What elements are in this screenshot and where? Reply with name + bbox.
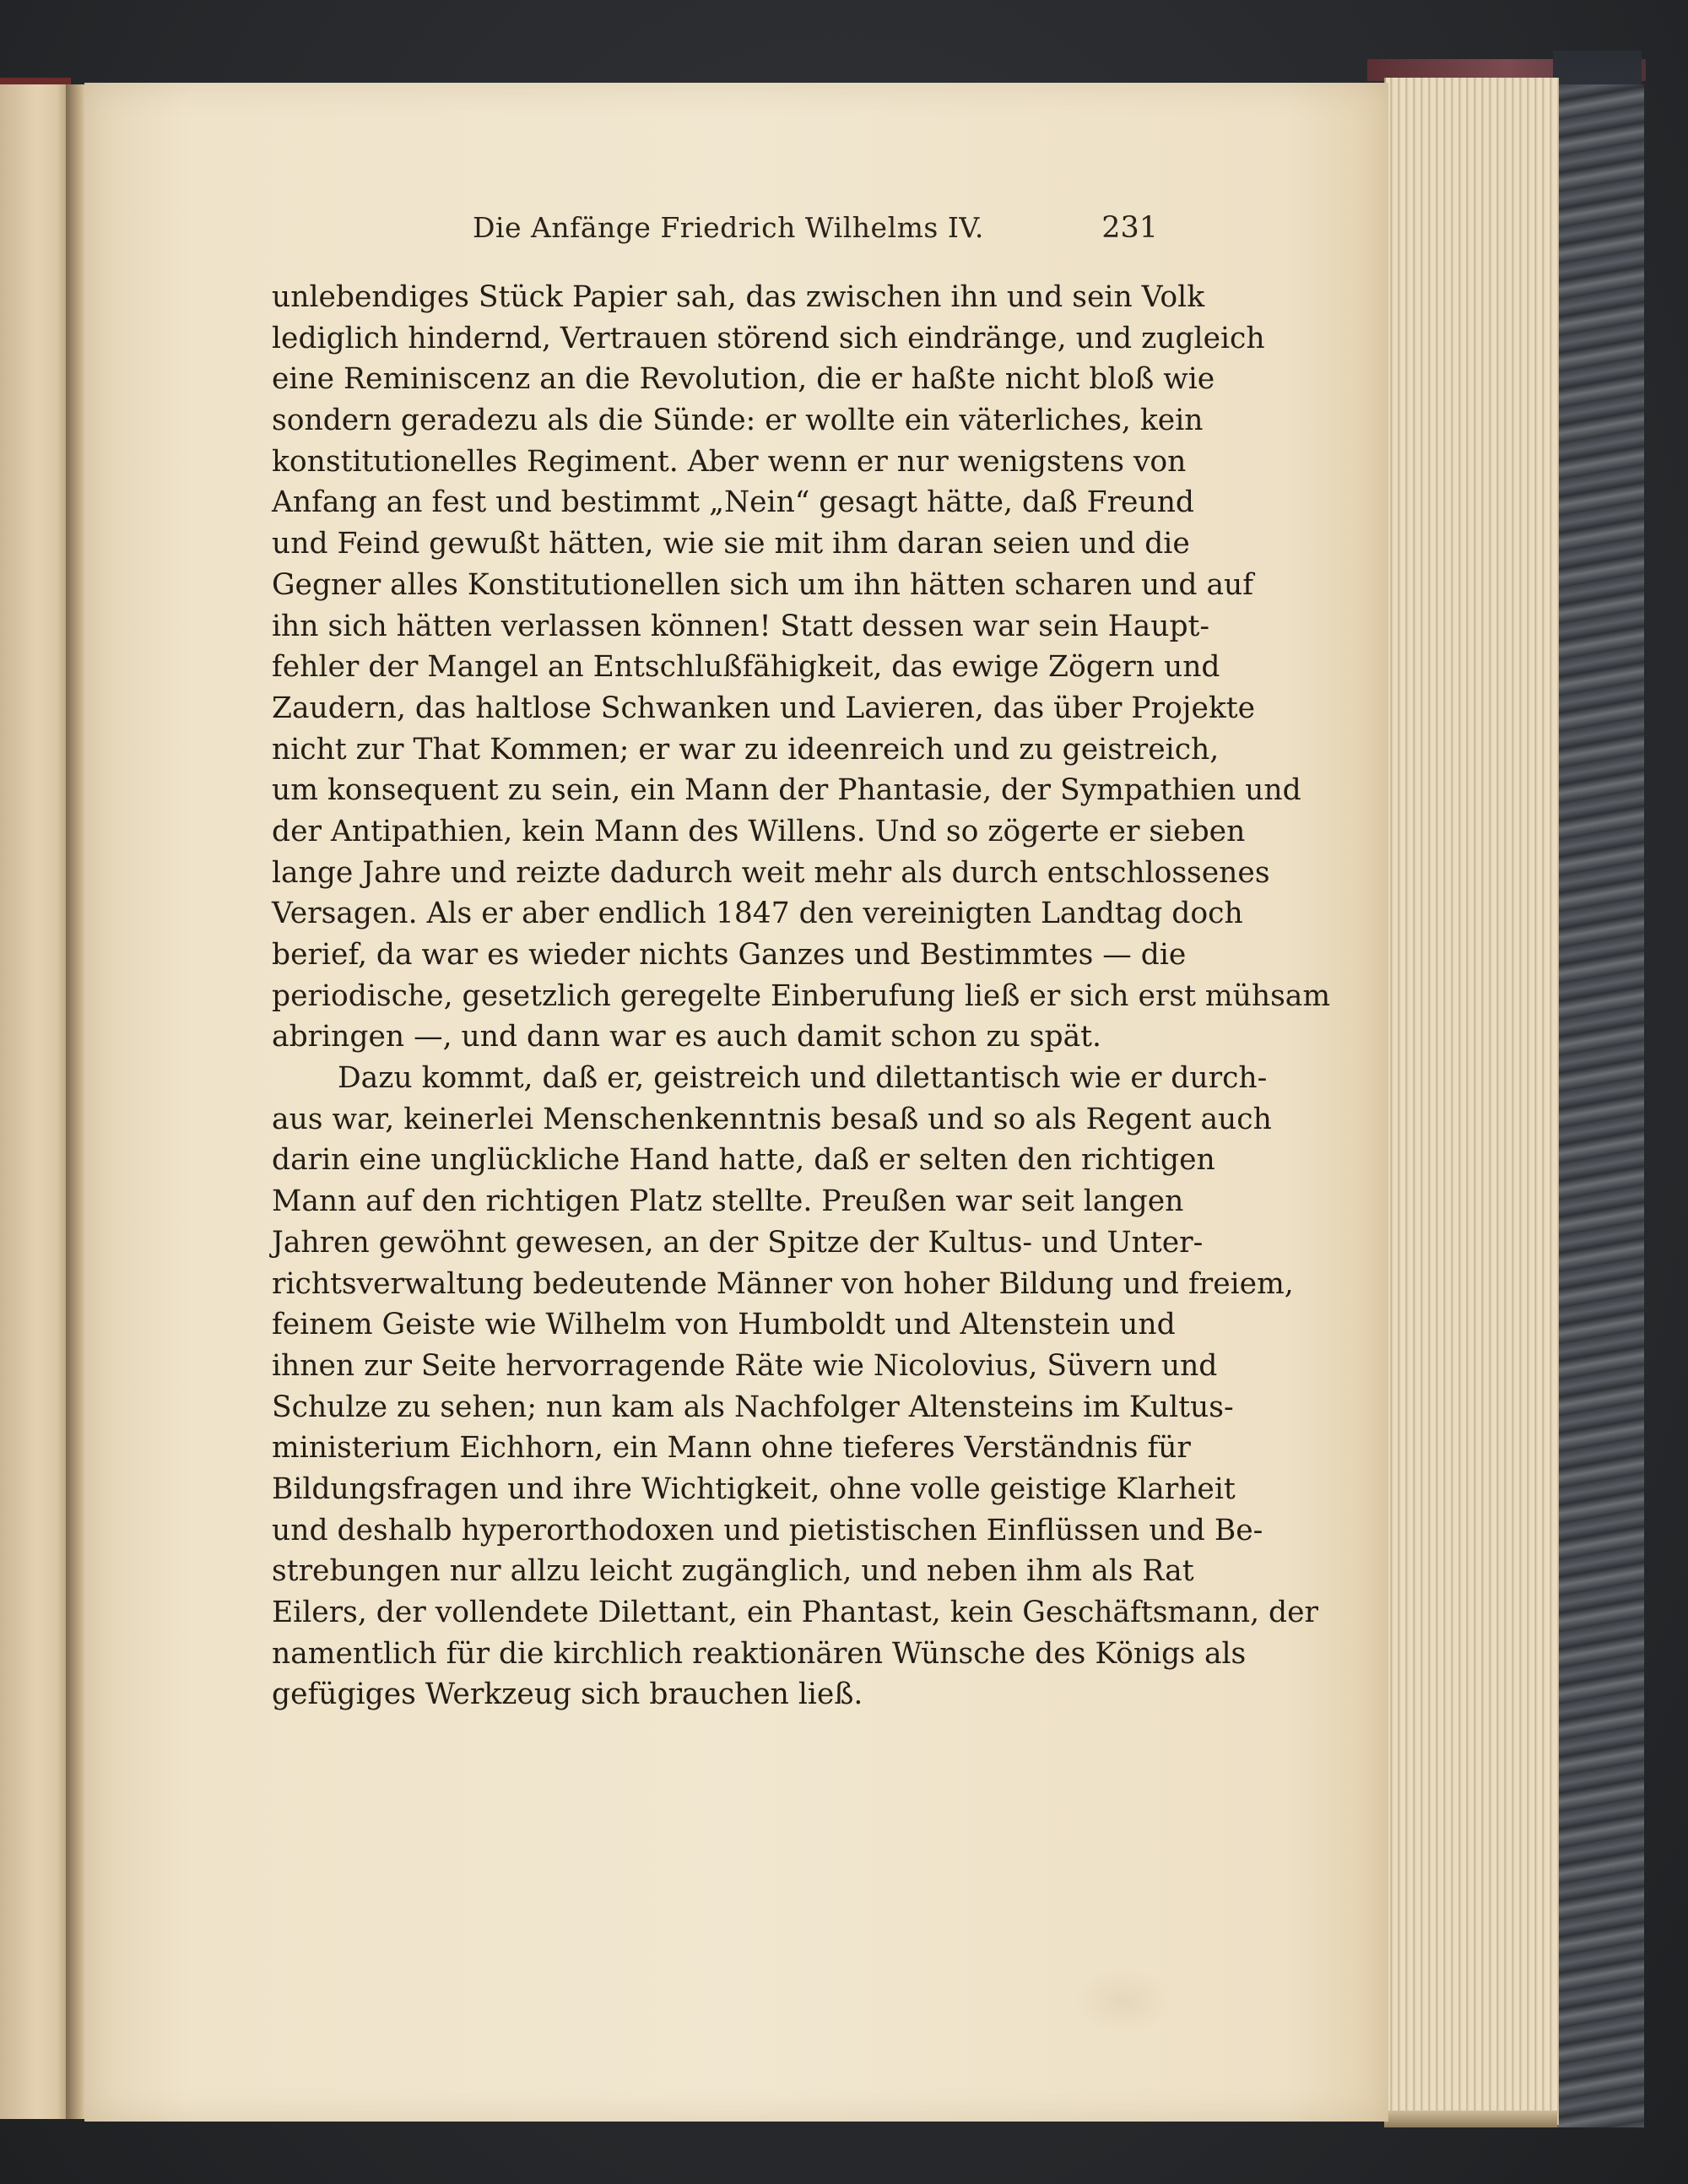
text-line: gefügiges Werkzeug sich brauchen ließ.: [272, 1677, 863, 1712]
text-line: ihnen zur Seite hervorragende Räte wie Nicolovius, Süvern und: [272, 1348, 1218, 1383]
text-line: Eilers, der vollendete Dilettant, ein Phantast, kein Geschäftsmann, der: [272, 1596, 1319, 1629]
text-line: Versagen. Als er aber endlich 1847 den vereinigten Landtag doch: [272, 897, 1243, 931]
text-line: aus war, keinerlei Menschenkenntnis besaß und so als Regent auch: [272, 1102, 1272, 1136]
text-line: unlebendiges Stück Papier sah, das zwischen ihn und sein Volk: [272, 280, 1205, 314]
text-line: ministerium Eichhorn, ein Mann ohne tieferes Verständnis für: [272, 1431, 1191, 1466]
text-line: und deshalb hyperorthodoxen und pietistischen Einflüssen und Be-: [272, 1513, 1263, 1547]
text-line: und Feind gewußt hätten, wie sie mit ihm daran seien und die: [272, 527, 1190, 561]
text-line: darin eine unglückliche Hand hatte, daß er selten den richtigen: [272, 1143, 1215, 1178]
text-line: um konsequent zu sein, ein Mann der Phantasie, der Sympathien und: [272, 773, 1301, 808]
text-line: eine Reminiscenz an die Revolution, die er haßte nicht bloß wie: [272, 362, 1215, 397]
body-text: [272, 277, 1331, 1715]
page-edges-bottom: [1384, 2111, 1557, 2127]
text-line: periodische, gesetzlich geregelte Einberufung ließ er sich erst mühsam: [272, 978, 1331, 1013]
text-line: lange Jahre und reizte dadurch weit mehr als durch entschlossenes: [272, 855, 1270, 890]
text-line: sondern geradezu als die Sünde: er wollte ein väterliches, kein: [272, 404, 1204, 438]
page-number: 231: [1101, 211, 1158, 245]
text-line: feinem Geiste wie Wilhelm von Humboldt und Altenstein und: [272, 1308, 1176, 1342]
text-line: Mann auf den richtigen Platz stellte. Preußen war seit langen: [272, 1184, 1184, 1219]
marbled-cover-board: [1553, 84, 1644, 2127]
text-line: lediglich hindernd, Vertrauen störend sich eindränge, und zugleich: [272, 321, 1265, 355]
text-line: Schulze zu sehen; nun kam als Nachfolger Altensteins im Kultus-: [272, 1390, 1234, 1424]
stacked-page-edges: [1384, 78, 1559, 2125]
text-line: Dazu kommt, daß er, geistreich und dilettantisch wie er durch-: [338, 1061, 1268, 1096]
paragraph: [272, 1058, 1319, 1715]
text-line: namentlich für die kirchlich reaktionären Wünsche des Königs als: [272, 1636, 1247, 1671]
text-line: richtsverwaltung bedeutende Männer von hoher Bildung und freiem,: [272, 1266, 1294, 1301]
text-line: Jahren gewöhnt gewesen, an der Spitze der Kultus- und Unter-: [272, 1225, 1204, 1260]
text-line: Gegner alles Konstitutionellen sich um ihn hätten scharen und auf: [272, 567, 1254, 602]
text-line: ihn sich hätten verlassen können! Statt dessen war sein Haupt-: [272, 609, 1210, 643]
text-line: strebungen nur allzu leicht zugänglich, und neben ihm als Rat: [272, 1554, 1194, 1589]
left-page-edge: [0, 84, 69, 2119]
paragraph: [272, 277, 1331, 1058]
text-line: Zaudern, das haltlose Schwanken und Lavieren, das über Projekte: [272, 691, 1256, 725]
running-head: Die Anfänge Friedrich Wilhelms IV.: [473, 211, 984, 244]
text-line: Bildungsfragen und ihre Wichtigkeit, ohne volle geistige Klarheit: [272, 1471, 1236, 1506]
text-line: abringen —, und dann war es auch damit schon zu spät.: [272, 1020, 1101, 1054]
text-line: berief, da war es wieder nichts Ganzes und Bestimmtes — die: [272, 938, 1187, 972]
text-line: nicht zur That Kommen; er war zu ideenreich und zu geistreich,: [272, 732, 1220, 767]
text-line: der Antipathien, kein Mann des Willens. Und so zögerte er sieben: [272, 814, 1246, 848]
page-stain: [1072, 1967, 1173, 2035]
text-line: fehler der Mangel an Entschlußfähigkeit, das ewige Zögern und: [272, 650, 1220, 685]
text-line: konstitutionelles Regiment. Aber wenn er nur wenigstens von: [272, 444, 1187, 479]
text-line: Anfang an fest und bestimmt „Nein“ gesagt hätte, daß Freund: [272, 485, 1194, 520]
